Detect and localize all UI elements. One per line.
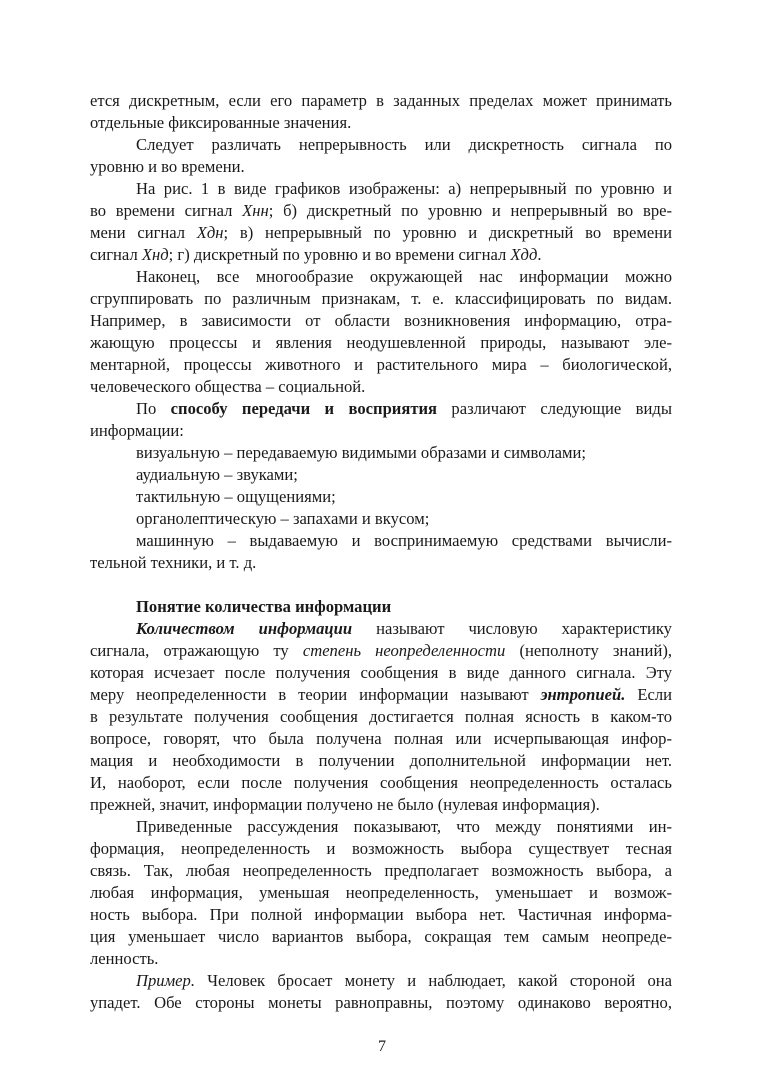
text-line: уровню и во времени.	[90, 157, 245, 176]
section-heading: Понятие количества информации	[136, 597, 392, 616]
text-line: в результате получения сообщения достигается полная ясность в каком-то	[90, 707, 672, 726]
text-line: отдельные фиксированные значения.	[90, 113, 352, 132]
text-line: упадет. Обе стороны монеты равноправны, поэтому одинаково вероятно,	[90, 993, 672, 1012]
text-line: ленность.	[90, 949, 159, 968]
text-line: во времени сигнал Xнн; б) дискретный по уровню и непрерывный во вре-	[90, 201, 673, 220]
text-line: Пример. Человек бросает монету и наблюдает, какой стороной она	[136, 971, 672, 990]
list-item: аудиальную – звуками;	[136, 465, 298, 484]
text-line: вопросе, говорят, что была получена полная или исчерпывающая инфор-	[90, 729, 672, 748]
text-line: сигнал Xнд; г) дискретный по уровню и во времени сигнал Xдд.	[90, 245, 542, 264]
text-line: По способу передачи и восприятия различают следующие виды	[136, 399, 672, 418]
text-line: меру неопределенности в теории информации называют энтропией. Если	[90, 685, 672, 704]
text-line: формация, неопределенность и возможность выбора существует тесная	[90, 839, 672, 858]
text-line: Приведенные рассуждения показывают, что между понятиями ин-	[136, 817, 672, 836]
text-line: жающую процессы и явления неодушевленной природы, называют эле-	[90, 333, 672, 352]
text-line: Например, в зависимости от области возникновения информацию, отра-	[90, 311, 672, 330]
text-line: любая информация, уменьшая неопределенность, уменьшает и возмож-	[90, 883, 672, 902]
text-line: мени сигнал Xдн; в) непрерывный по уровню и дискретный во времени	[90, 223, 672, 242]
text-line: которая исчезает после получения сообщения в виде данного сигнала. Эту	[90, 663, 672, 682]
text-line: ментарной, процессы животного и растительного мира – биологической,	[90, 355, 672, 374]
text-line: Количеством информации называют числовую характеристику	[136, 619, 672, 638]
text-line: И, наоборот, если после получения сообщения неопределенность осталась	[90, 773, 672, 792]
text-line: ется дискретным, если его параметр в заданных пределах может принимать	[90, 91, 672, 110]
text-line: ция уменьшает число вариантов выбора, сокращая тем самым неопреде-	[90, 927, 672, 946]
text-line: ность выбора. При полной информации выбора нет. Частичная информа-	[90, 905, 672, 924]
text-line: сгруппировать по различным признакам, т. е. классифицировать по видам.	[90, 289, 672, 308]
text-line: Наконец, все многообразие окружающей нас информации можно	[136, 267, 672, 286]
text-line: связь. Так, любая неопределенность предполагает возможность выбора, а	[90, 861, 672, 880]
text-line: сигнала, отражающую ту степень неопределенности (неполноту знаний),	[90, 641, 672, 660]
text-line: Следует различать непрерывность или дискретность сигнала по	[136, 135, 672, 154]
list-item: машинную – выдаваемую и воспринимаемую средствами вычисли-	[136, 531, 672, 550]
list-item: тактильную – ощущениями;	[136, 487, 336, 506]
text-line: человеческого общества – социальной.	[90, 377, 366, 396]
list-item: визуальную – передаваемую видимыми образами и символами;	[136, 443, 586, 462]
text-line: мация и необходимости в получении дополнительной информации нет.	[90, 751, 672, 770]
text-line: тельной техники, и т. д.	[90, 553, 257, 572]
text-line: На рис. 1 в виде графиков изображены: а) непрерывный по уровню и	[136, 179, 672, 198]
text-line: информации:	[90, 421, 184, 440]
list-item: органолептическую – запахами и вкусом;	[136, 509, 430, 528]
text-line: прежней, значит, информации получено не было (нулевая информация).	[90, 795, 600, 814]
page-number: 7	[378, 1038, 386, 1055]
